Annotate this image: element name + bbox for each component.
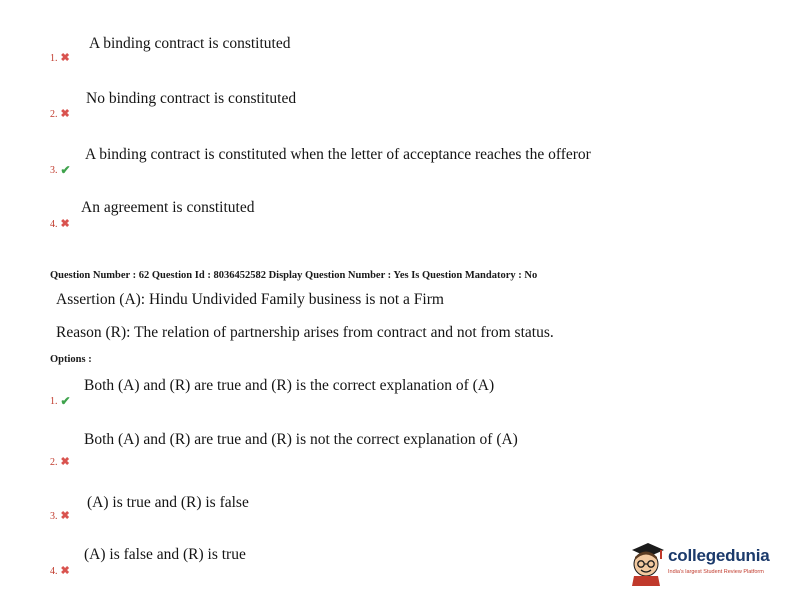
option-number: 3. [50, 164, 58, 176]
logo-tagline: India's largest Student Review Platform [668, 569, 764, 575]
check-icon: ✔ [60, 163, 71, 177]
option-4-number [50, 566, 70, 577]
option-2-text: Both (A) and (R) are true and (R) is not the correct explanation of (A) [84, 431, 518, 448]
collegedunia-logo [626, 538, 786, 588]
prev-option-1-text: A binding contract is constituted [89, 35, 291, 52]
mascot-icon [626, 540, 666, 586]
options-label: Options : [50, 354, 92, 365]
prev-option-2-text: No binding contract is constituted [86, 90, 297, 107]
cross-icon: ✖ [60, 565, 70, 577]
option-3-text: (A) is true and (R) is false [87, 494, 249, 511]
option-number: 4. [50, 566, 58, 577]
cross-icon: ✖ [60, 510, 70, 522]
cross-icon: ✖ [60, 108, 70, 120]
question-meta: Question Number : 62 Question Id : 8036452582 Display Question Number : Yes Is Question Mandatory : No [50, 270, 538, 281]
cross-icon: ✖ [60, 52, 70, 64]
option-number: 4. [50, 219, 58, 230]
prev-option-4-text: An agreement is constituted [81, 199, 255, 216]
option-number: 2. [50, 457, 58, 468]
option-2-number [50, 457, 70, 468]
option-number: 3. [50, 511, 58, 522]
assertion-text: Assertion (A): Hindu Undivided Family business is not a Firm [56, 291, 444, 308]
option-1-number [50, 395, 71, 407]
prev-option-4-number [50, 219, 70, 230]
option-4-text: (A) is false and (R) is true [84, 546, 246, 563]
option-number: 1. [50, 395, 58, 407]
cross-icon: ✖ [60, 218, 70, 230]
option-number: 2. [50, 109, 58, 120]
cross-icon: ✖ [60, 456, 70, 468]
logo-brand: collegedunia [668, 546, 770, 565]
option-number: 1. [50, 53, 58, 64]
prev-option-3-text: A binding contract is constituted when the letter of acceptance reaches the offeror [85, 146, 591, 163]
prev-option-3-number [50, 164, 71, 176]
check-icon: ✔ [60, 394, 71, 408]
option-1-text: Both (A) and (R) are true and (R) is the correct explanation of (A) [84, 377, 495, 394]
option-3-number [50, 511, 70, 522]
prev-option-1-number [50, 53, 70, 64]
prev-option-2-number [50, 109, 70, 120]
reason-text: Reason (R): The relation of partnership arises from contract and not from status. [56, 324, 554, 341]
